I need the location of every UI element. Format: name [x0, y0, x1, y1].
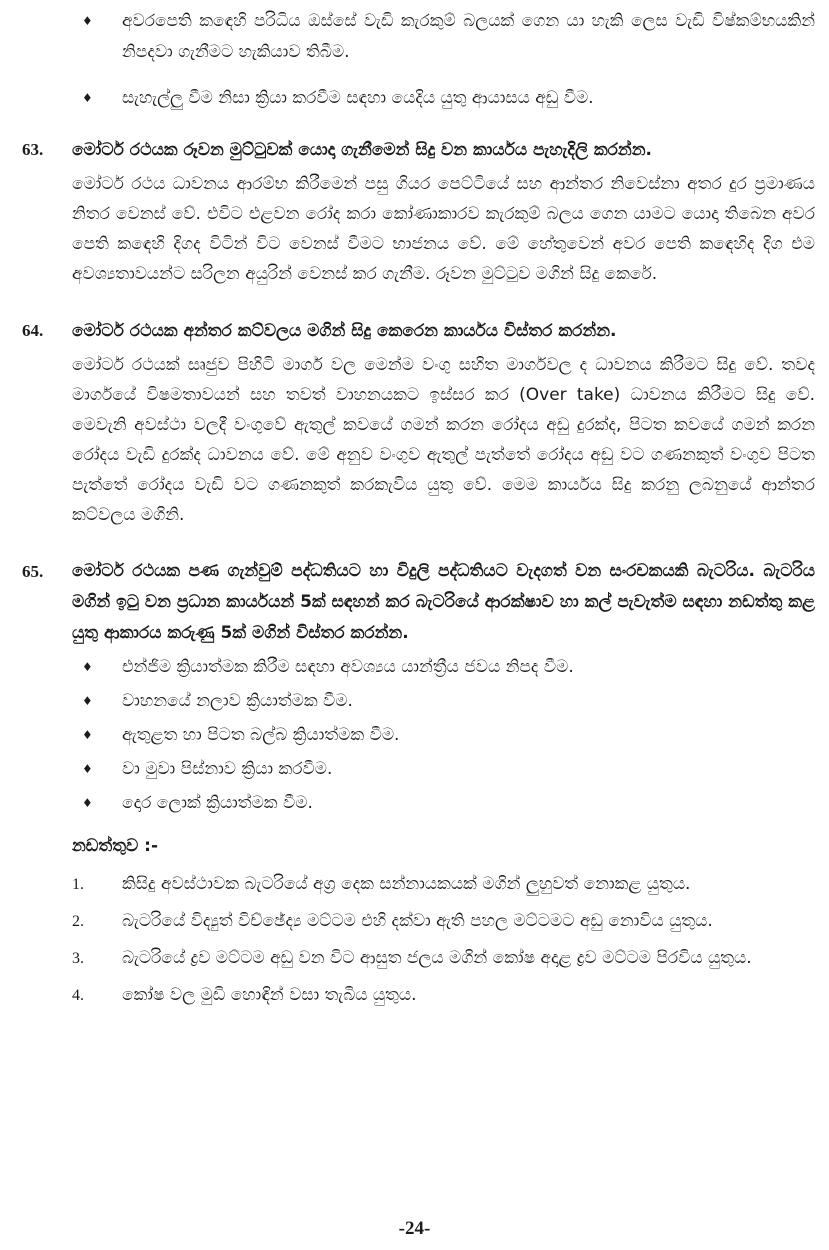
maintenance-item-number: 1.: [72, 876, 84, 893]
bullet-text: දොර ලොක් ක්‍රියාත්මක වීම.: [122, 793, 313, 813]
list-item: [82, 6, 815, 68]
bullet-text: අවරපෙති කඳෙහි පරිධිය ඔස්සේ වැඩි කැරකුම් බලයක් ගෙන යා හැකි ලෙස වැඩි විෂ්කම්භයකින් නිපදවා ගැනීමට හැකියාව තිබීම.: [122, 11, 815, 62]
question-heading: මෝටර් රථයක රූවන මුට්ටුවක් යොදා ගැනීමෙන් සිදු වන කාර්යය පැහැදිලි කරන්න.: [72, 140, 652, 160]
maintenance-list: [22, 870, 815, 1010]
diamond-bullet-icon: ♦: [82, 660, 93, 674]
list-item: [82, 791, 815, 815]
maintenance-item-number: 4.: [72, 987, 84, 1004]
maintenance-item: [72, 870, 815, 899]
diamond-bullet-icon: ♦: [82, 796, 93, 810]
page-number: -24-: [398, 1218, 431, 1239]
question-number: 65.: [22, 562, 44, 581]
list-item: [82, 723, 815, 747]
maintenance-heading: නඩත්තුව :-: [72, 836, 159, 856]
battery-functions-list: [22, 655, 815, 815]
maintenance-item-number: 3.: [72, 950, 84, 967]
question-heading: මෝටර් රථයක අන්තර කට්වලය මගින් සිදු කෙරෙන කාර්යය විස්තර කරන්න.: [72, 321, 617, 341]
question-64-section: [22, 315, 815, 530]
maintenance-item-number: 2.: [72, 913, 84, 930]
question-heading: මෝටර් රථයක පණ ගැන්වුම් පද්ධතියට හා විදුලි පද්ධතියට වැදගත් වන සංරචකයකි බැටරිය. බැටරිය මගින් ඉටු වන ප්‍රධාන කාර්යයන් 5ක් සඳහන් කර බැටරියේ ආරක්ෂාව හා කල් පැවැත්ම සඳහා නඩත්තු කළ යුතු ආකාරය කරුණු 5ක් මගින් විස්තර කරන්න.: [72, 561, 815, 643]
question-body: [72, 315, 815, 530]
maintenance-item: [72, 907, 815, 936]
maintenance-item: [72, 944, 815, 973]
carryover-bullet-list: [22, 6, 815, 114]
question-65-section: [22, 556, 815, 649]
diamond-bullet-icon: ♦: [82, 728, 93, 742]
question-paragraph: මෝටර් රථයක් සෘජුව පිහිටි මාර්ග වල මෙන්ම වංගු සහිත මාර්ගවල ද ධාවනය කිරීමට සිදු වේ. තවද මාර්ගයේ විෂමතාවයන් සහ තවත් වාහනයකට ඉස්සර කර (Over take) ධාවනය කිරීමට සිදු වේ. මෙවැනි අවස්ථා වලදී වංගුවේ ඇතුල් කවයේ ගමන් කරන රෝදය අඩු දුරක්ද, පිටත කවයේ ගමන් කරන රෝදය වැඩි දුරක්ද ධාවනය වේ. මේ අනුව වංගුව ඇතුල් පැත්තේ රෝදය අඩු වට ගණනකුත් වංගුව පිටත පැත්තේ රෝදය වැඩි වට ගණනකුත් කරකැවිය යුතු වේ. මෙම කාර්යය සිදු කරනු ලබනුයේ ආන්තර කට්වලය මගිනි.: [72, 355, 815, 525]
diamond-bullet-icon: ♦: [82, 14, 93, 28]
maintenance-item-text: බැටරියේ ද්‍රව මට්ටම අඩු වන විට ආසුත ජලය මගින් කෝෂ අදාළ ද්‍රව මට්ටම පිරවිය යුතුය.: [122, 948, 752, 968]
bullet-text: ඇතුළත හා පිටත බල්බ ක්‍රියාත්මක වීම.: [122, 725, 400, 745]
bullet-text: වාහනයේ නලාව ක්‍රියාත්මක වීම.: [122, 691, 353, 711]
question-63-section: [22, 134, 815, 289]
list-item: [82, 689, 815, 713]
list-item: [82, 83, 815, 114]
diamond-bullet-icon: ♦: [82, 762, 93, 776]
list-item: [82, 655, 815, 679]
question-body: [72, 134, 815, 289]
diamond-bullet-icon: ♦: [82, 91, 93, 105]
maintenance-item-text: කිසිදු අවස්ථාවක බැටරියේ අග්‍ර දෙක සන්නායකයක් මගින් ලුහුවත් නොකළ යුතුය.: [122, 874, 691, 894]
question-number: 64.: [22, 321, 44, 340]
bullet-text: එන්ජිම ක්‍රියාත්මක කිරීම සඳහා අවශ්‍යය යාන්ත්‍රීය ජවය නිපද වීම.: [122, 657, 574, 677]
bullet-text: සැහැල්ලු වීම නිසා ක්‍රියා කරවීම සඳහා යෙදිය යුතු ආයාසය අඩු වීම.: [122, 88, 594, 108]
list-item: [82, 757, 815, 781]
maintenance-item: [72, 981, 815, 1010]
question-number: 63.: [22, 140, 44, 159]
diamond-bullet-icon: ♦: [82, 694, 93, 708]
maintenance-item-text: බැටරියේ විද්‍යුත් විච්ඡේද්‍ය මට්ටම එහි දක්වා ඇති පහල මට්ටමට අඩු නොවිය යුතුය.: [122, 911, 713, 931]
question-paragraph: මෝටර් රථය ධාවනය ආරම්භ කිරීමෙන් පසු ගියර පෙට්ටියේ සහ ආන්තර නිවෙස්නා අතර දුර ප්‍රමාණය නිතර වෙනස් වේ. එවිට එළවන රෝද කරා කෝණාකාරව කැරකුම් බලය ගෙන යාමට යොදා තිබෙන අවර පෙති කඳෙහි දිගද විටින් විට වෙනස් වීමට භාජනය වේ. මේ හේතුවෙන් අවර පෙති කඳෙහිද දිග එම අවශ්‍යතාවයන්ට සරිලන අයුරින් වෙනස් කර ගැනීම. රූවන මුට්ටුව මගින් සිදු කෙරේ.: [72, 174, 815, 284]
bullet-text: වා මුවා පිස්නාව ක්‍රියා කරවීම.: [122, 759, 333, 779]
question-body: [72, 556, 815, 649]
maintenance-item-text: කෝෂ වල මුඩි හොඳින් වසා තැබිය යුතුය.: [122, 985, 417, 1005]
